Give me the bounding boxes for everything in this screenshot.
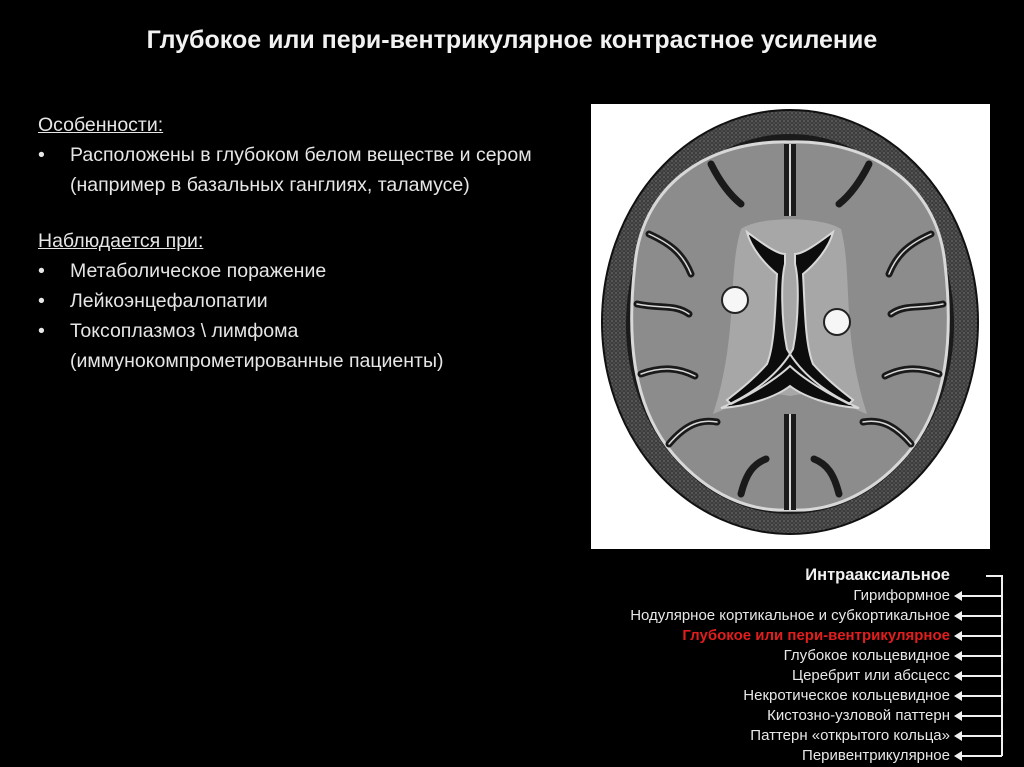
observed-list xyxy=(38,256,548,376)
nav-item-deep-ring[interactable]: Глубокое кольцевидное xyxy=(783,647,950,664)
nav-tree-connector xyxy=(952,564,1024,767)
nav-item-cerebritis-abscess[interactable]: Церебрит или абсцесс xyxy=(791,667,950,684)
features-heading: Особенности: xyxy=(38,114,164,136)
nav-item-cystic-nodular[interactable]: Кистозно-узловой паттерн xyxy=(767,707,950,724)
list-item: • Лейкоэнцефалопатии xyxy=(38,286,548,316)
nav-item-periventricular[interactable]: Перивентрикулярное xyxy=(802,747,950,764)
brain-illustration xyxy=(591,104,990,549)
text-block xyxy=(38,110,548,376)
pattern-navigation xyxy=(630,564,950,766)
nav-item-deep-periventricular[interactable]: Глубокое или пери-вентрикулярное xyxy=(682,627,950,644)
slide-title: Глубокое или пери-вентрикулярное контрастное усиление xyxy=(146,26,878,54)
nav-item-nodular[interactable]: Нодулярное кортикальное и субкортикальное xyxy=(630,607,950,624)
nav-root-intraaxial[interactable]: Интрааксиальное xyxy=(805,566,950,584)
features-list xyxy=(38,140,548,200)
observed-heading: Наблюдается при: xyxy=(38,230,204,252)
list-item: • Расположены в глубоком белом веществе и сером (например в базальных ганглиях, таламусе) xyxy=(38,140,548,200)
nav-item-open-ring[interactable]: Паттерн «открытого кольца» xyxy=(750,727,950,744)
brain-axial-image xyxy=(591,104,990,549)
list-item: • Метаболическое поражение xyxy=(38,256,548,286)
list-item: • Токсоплазмоз \ лимфома (иммунокомпрометированные пациенты) xyxy=(38,316,548,376)
nav-item-necrotic-ring[interactable]: Некротическое кольцевидное xyxy=(743,687,950,704)
nav-item-gyriform[interactable]: Гириформное xyxy=(853,587,950,604)
